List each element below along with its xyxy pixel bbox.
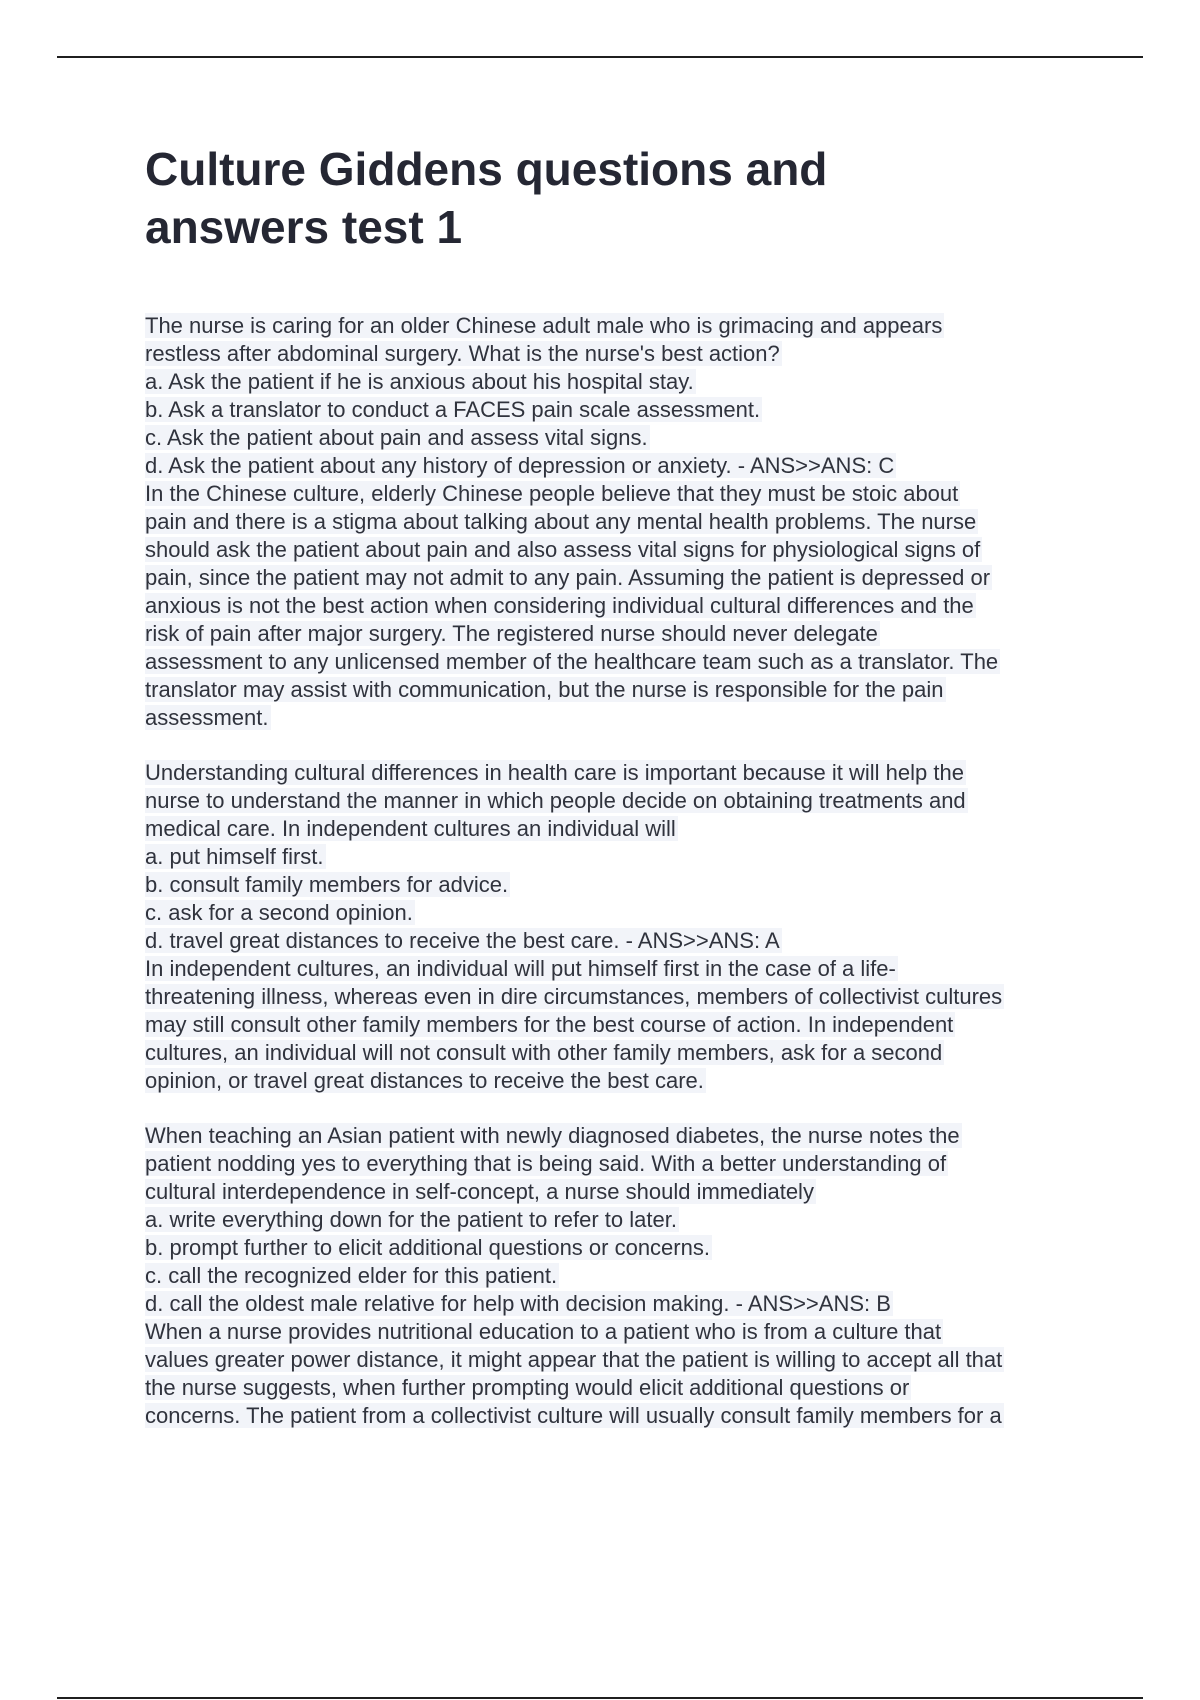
text-line	[145, 1122, 1105, 1150]
text-line-content: medical care. In independent cultures an individual will	[145, 816, 676, 841]
text-line	[145, 983, 1105, 1011]
text-line	[145, 480, 1105, 508]
text-line-content: nurse to understand the manner in which people decide on obtaining treatments and	[145, 788, 966, 813]
text-line	[145, 927, 1105, 955]
title-line: answers test 1	[145, 201, 463, 253]
text-line-content: patient nodding yes to everything that is being said. With a better understanding of	[145, 1151, 947, 1176]
text-line	[145, 1234, 1105, 1262]
text-line	[145, 1290, 1105, 1318]
text-line	[145, 424, 1105, 452]
text-line-content: d. Ask the patient about any history of depression or anxiety. - ANS>>ANS: C	[145, 453, 895, 478]
text-line	[145, 676, 1105, 704]
text-line-content: Understanding cultural differences in health care is important because it will help the	[145, 760, 964, 785]
text-line	[145, 1402, 1105, 1430]
text-line-content: The nurse is caring for an older Chinese adult male who is grimacing and appears	[145, 313, 943, 338]
text-line	[145, 1374, 1105, 1402]
text-line-content: translator may assist with communication, but the nurse is responsible for the pain	[145, 677, 944, 702]
text-line-content: opinion, or travel great distances to receive the best care.	[145, 1068, 704, 1093]
text-line-content: pain, since the patient may not admit to any pain. Assuming the patient is depressed or	[145, 565, 991, 590]
text-line	[145, 396, 1105, 424]
text-line	[145, 899, 1105, 927]
text-line-content: d. travel great distances to receive the best care. - ANS>>ANS: A	[145, 928, 780, 953]
top-rule	[57, 56, 1143, 58]
text-line	[145, 815, 1105, 843]
text-line	[145, 648, 1105, 676]
text-line	[145, 1206, 1105, 1234]
text-line-content: a. put himself first.	[145, 844, 324, 869]
text-line-content: c. ask for a second opinion.	[145, 900, 413, 925]
text-line	[145, 955, 1105, 983]
text-line-content: a. Ask the patient if he is anxious about his hospital stay.	[145, 369, 694, 394]
text-line	[145, 1067, 1105, 1095]
text-line	[145, 871, 1105, 899]
text-line	[145, 704, 1105, 732]
text-line	[145, 1346, 1105, 1374]
text-line	[145, 1011, 1105, 1039]
text-line-content: In independent cultures, an individual will put himself first in the case of a life-	[145, 956, 896, 981]
text-line	[145, 340, 1105, 368]
text-line-content: anxious is not the best action when considering individual cultural differences and the	[145, 593, 974, 618]
question-block-2	[145, 759, 1105, 1095]
text-line-content: When teaching an Asian patient with newly diagnosed diabetes, the nurse notes the	[145, 1123, 960, 1148]
text-line	[145, 843, 1105, 871]
text-line-content: the nurse suggests, when further prompting would elicit additional questions or	[145, 1375, 910, 1400]
text-line-content: b. Ask a translator to conduct a FACES pain scale assessment.	[145, 397, 761, 422]
text-line	[145, 1039, 1105, 1067]
text-line-content: assessment.	[145, 705, 269, 730]
text-line	[145, 759, 1105, 787]
text-line	[145, 536, 1105, 564]
text-line-content: should ask the patient about pain and also assess vital signs for physiological signs of	[145, 537, 981, 562]
text-line	[145, 1178, 1105, 1206]
text-line-content: d. call the oldest male relative for help with decision making. - ANS>>ANS: B	[145, 1291, 891, 1316]
text-line-content: restless after abdominal surgery. What is the nurse's best action?	[145, 341, 780, 366]
text-line-content: risk of pain after major surgery. The registered nurse should never delegate	[145, 621, 878, 646]
title-line: Culture Giddens questions and	[145, 143, 828, 195]
text-line-content: c. Ask the patient about pain and assess vital signs.	[145, 425, 648, 450]
text-line	[145, 564, 1105, 592]
text-line	[145, 508, 1105, 536]
question-block-1	[145, 312, 1105, 732]
text-line	[145, 368, 1105, 396]
text-line	[145, 1150, 1105, 1178]
text-line-content: assessment to any unlicensed member of the healthcare team such as a translator. The	[145, 649, 999, 674]
text-line	[145, 312, 1105, 340]
text-line	[145, 620, 1105, 648]
text-line	[145, 452, 1105, 480]
text-line	[145, 592, 1105, 620]
text-line	[145, 1318, 1105, 1346]
document-title	[145, 140, 1045, 256]
text-line-content: b. prompt further to elicit additional questions or concerns.	[145, 1235, 710, 1260]
question-block-3	[145, 1122, 1105, 1430]
text-line-content: b. consult family members for advice.	[145, 872, 509, 897]
text-line-content: cultures, an individual will not consult with other family members, ask for a second	[145, 1040, 943, 1065]
bottom-rule	[57, 1697, 1143, 1699]
text-line-content: pain and there is a stigma about talking about any mental health problems. The nurse	[145, 509, 977, 534]
text-line	[145, 787, 1105, 815]
text-line-content: In the Chinese culture, elderly Chinese people believe that they must be stoic about	[145, 481, 959, 506]
text-line-content: concerns. The patient from a collectivist culture will usually consult family members for a	[145, 1403, 1002, 1428]
text-line-content: threatening illness, whereas even in dire circumstances, members of collectivist cultures	[145, 984, 1003, 1009]
text-line-content: When a nurse provides nutritional education to a patient who is from a culture that	[145, 1319, 942, 1344]
text-line-content: values greater power distance, it might appear that the patient is willing to accept all that	[145, 1347, 1003, 1372]
text-line-content: c. call the recognized elder for this patient.	[145, 1263, 558, 1288]
text-line-content: cultural interdependence in self-concept, a nurse should immediately	[145, 1179, 814, 1204]
text-line-content: may still consult other family members for the best course of action. In independent	[145, 1012, 954, 1037]
text-line-content: a. write everything down for the patient to refer to later.	[145, 1207, 677, 1232]
document-body	[145, 312, 1105, 1430]
text-line	[145, 1262, 1105, 1290]
